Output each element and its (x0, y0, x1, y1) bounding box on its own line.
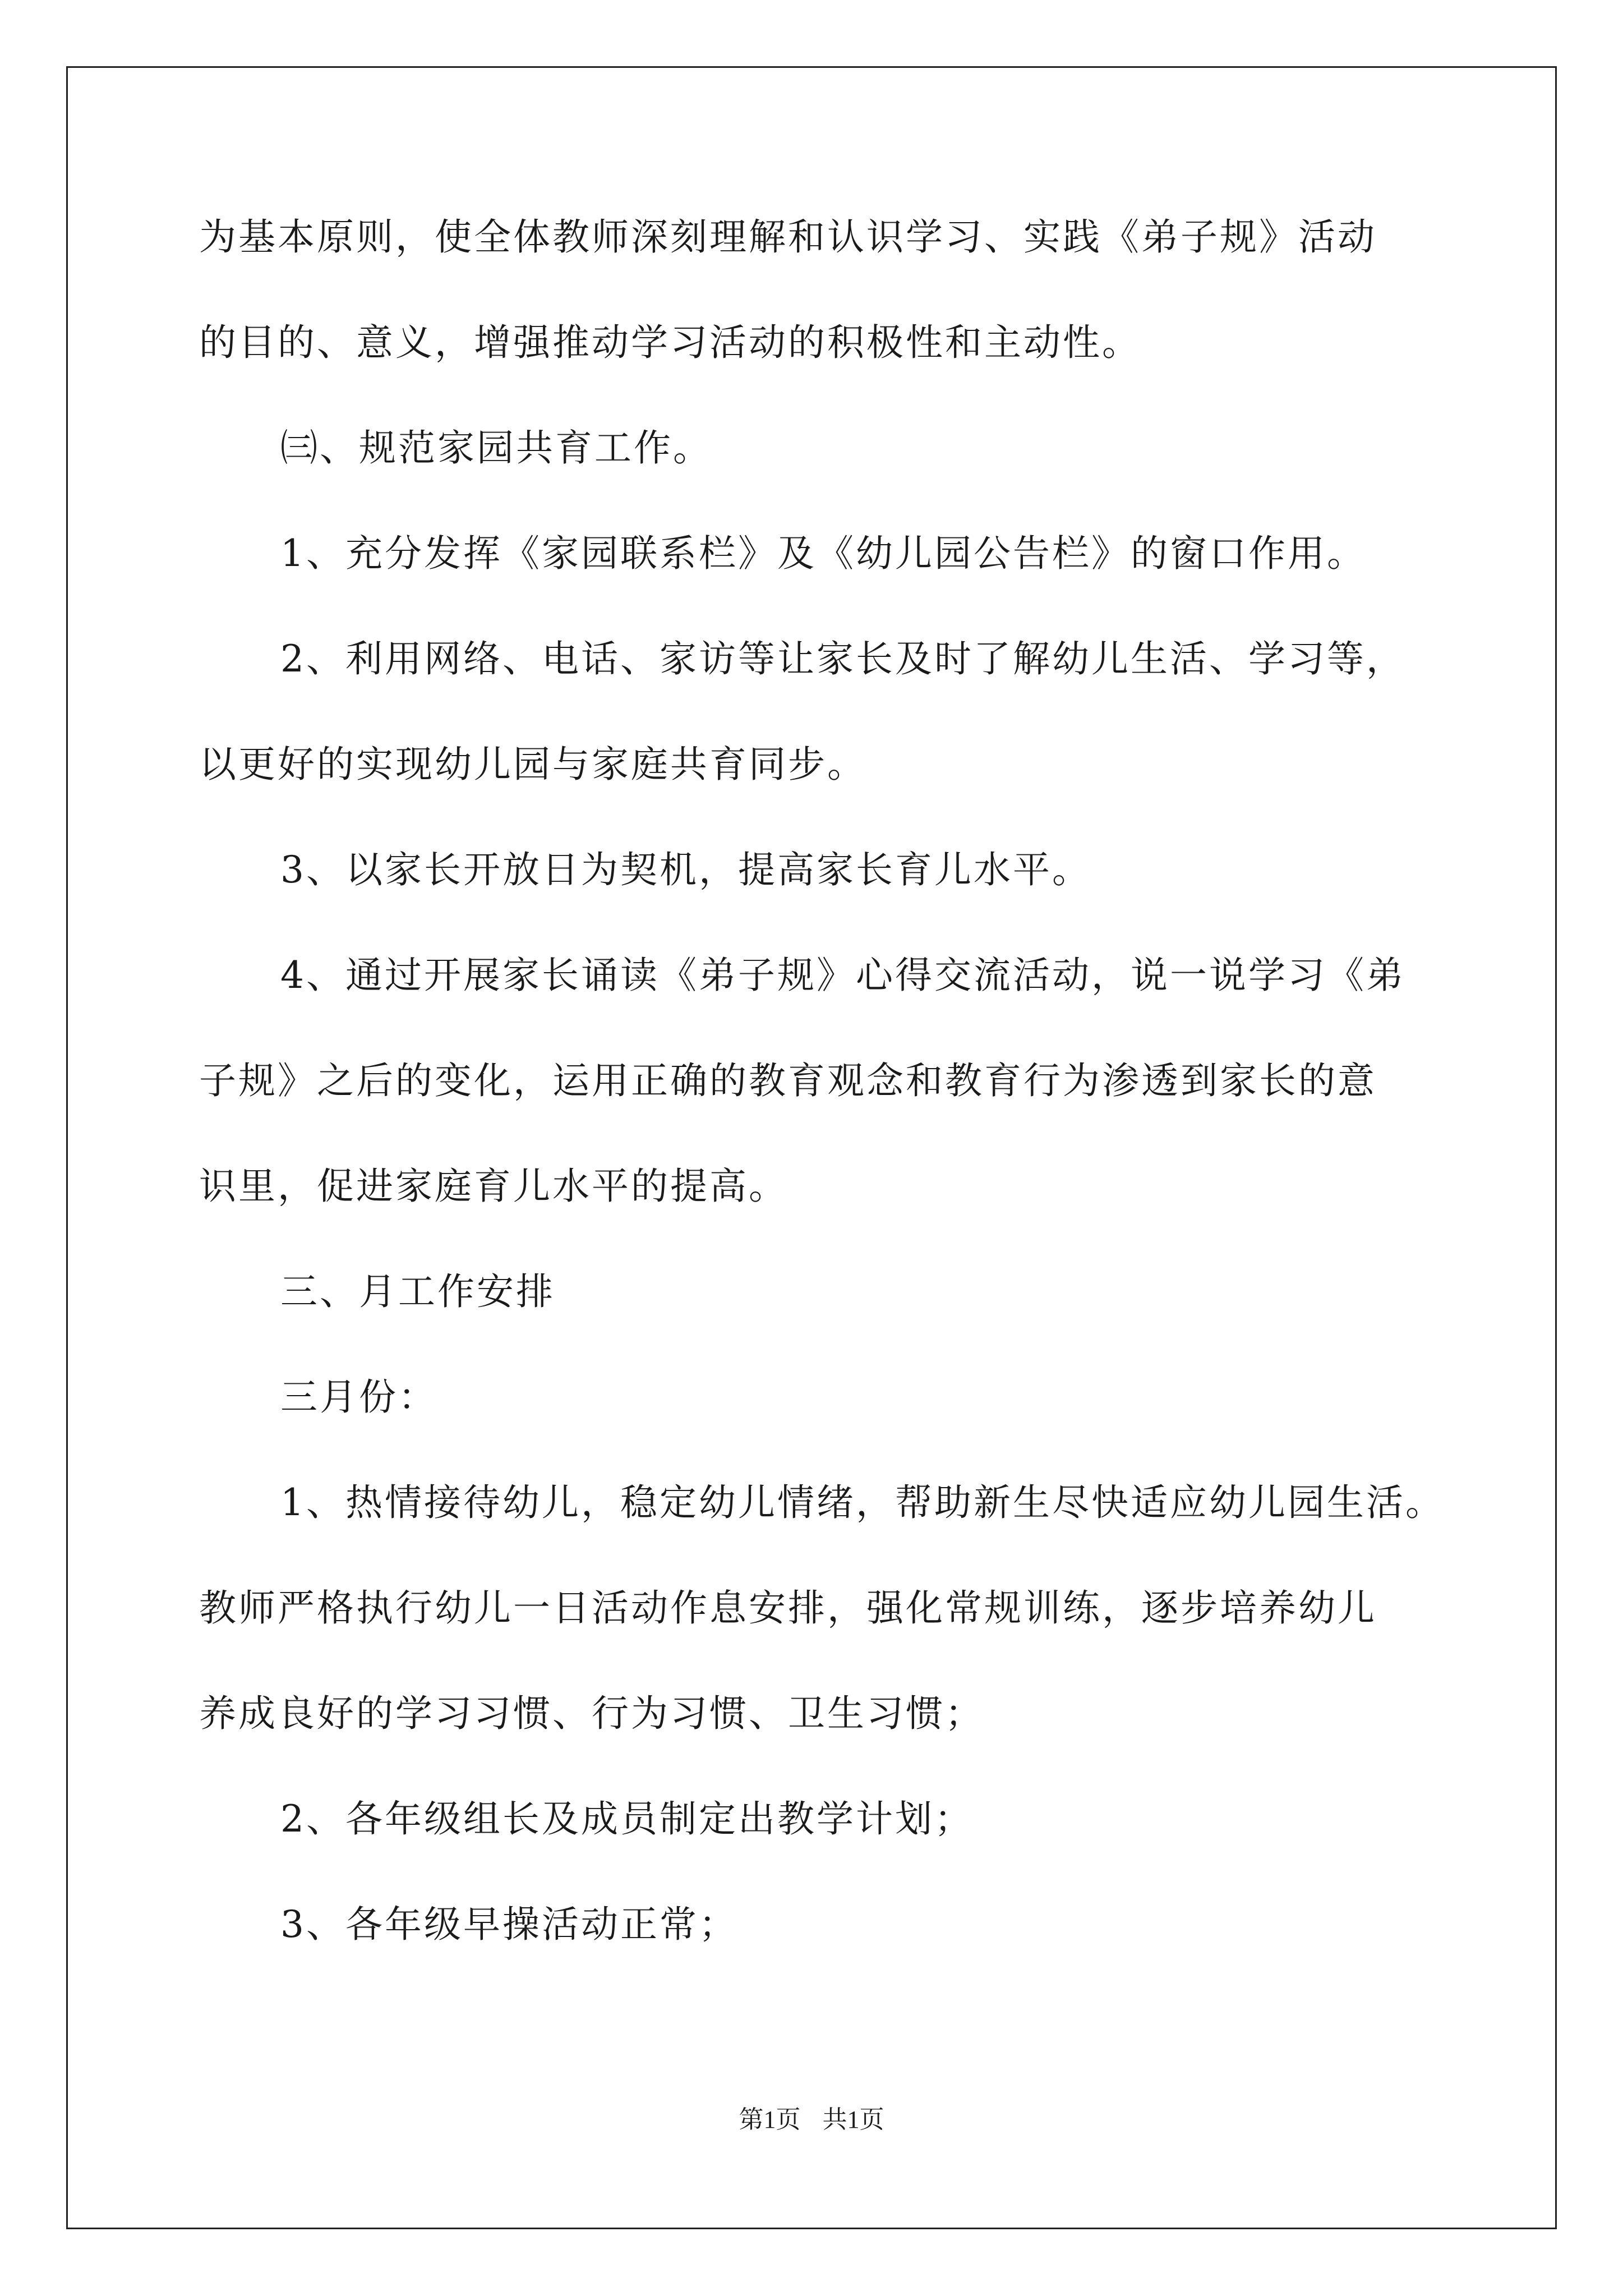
text-line: 的目的、意义，增强推动学习活动的积极性和主动性。 (199, 321, 1141, 364)
list-item: 3、各年级早操活动正常； (280, 1903, 738, 1946)
text-line: 为基本原则，使全体教师深刻理解和认识学习、实践《弟子规》活动 (199, 215, 1377, 259)
text-line: 以更好的实现幼儿园与家庭共育同步。 (199, 743, 866, 786)
text-line: 养成良好的学习习惯、行为习惯、卫生习惯； (199, 1692, 984, 1735)
list-item: 3、以家长开放日为契机，提高家长育儿水平。 (280, 848, 1091, 891)
list-item: 4、通过开展家长诵读《弟子规》心得交流活动，说一说学习《弟 (280, 954, 1405, 997)
section-heading: 三、月工作安排 (280, 1270, 555, 1313)
text-line: 子规》之后的变化，运用正确的教育观念和教育行为渗透到家长的意 (199, 1059, 1377, 1102)
text-line: 识里，促进家庭育儿水平的提高。 (199, 1165, 788, 1208)
text-line: 教师严格执行幼儿一日活动作息安排，强化常规训练，逐步培养幼儿 (199, 1586, 1377, 1630)
section-heading: ㈢、规范家园共育工作。 (280, 426, 712, 470)
list-item: 2、利用网络、电话、家访等让家长及时了解幼儿生活、学习等， (280, 637, 1405, 680)
page-footer (0, 2099, 1623, 2135)
list-item: 2、各年级组长及成员制定出教学计划； (280, 1797, 974, 1841)
list-item: 1、充分发挥《家园联系栏》及《幼儿园公告栏》的窗口作用。 (280, 532, 1366, 575)
subheading: 三月份： (280, 1375, 437, 1419)
page-total: 共1页 (822, 2106, 884, 2133)
list-item: 1、热情接待幼儿，稳定幼儿情绪，帮助新生尽快适应幼儿园生活。 (280, 1481, 1445, 1524)
page-number: 第1页 (739, 2106, 801, 2133)
